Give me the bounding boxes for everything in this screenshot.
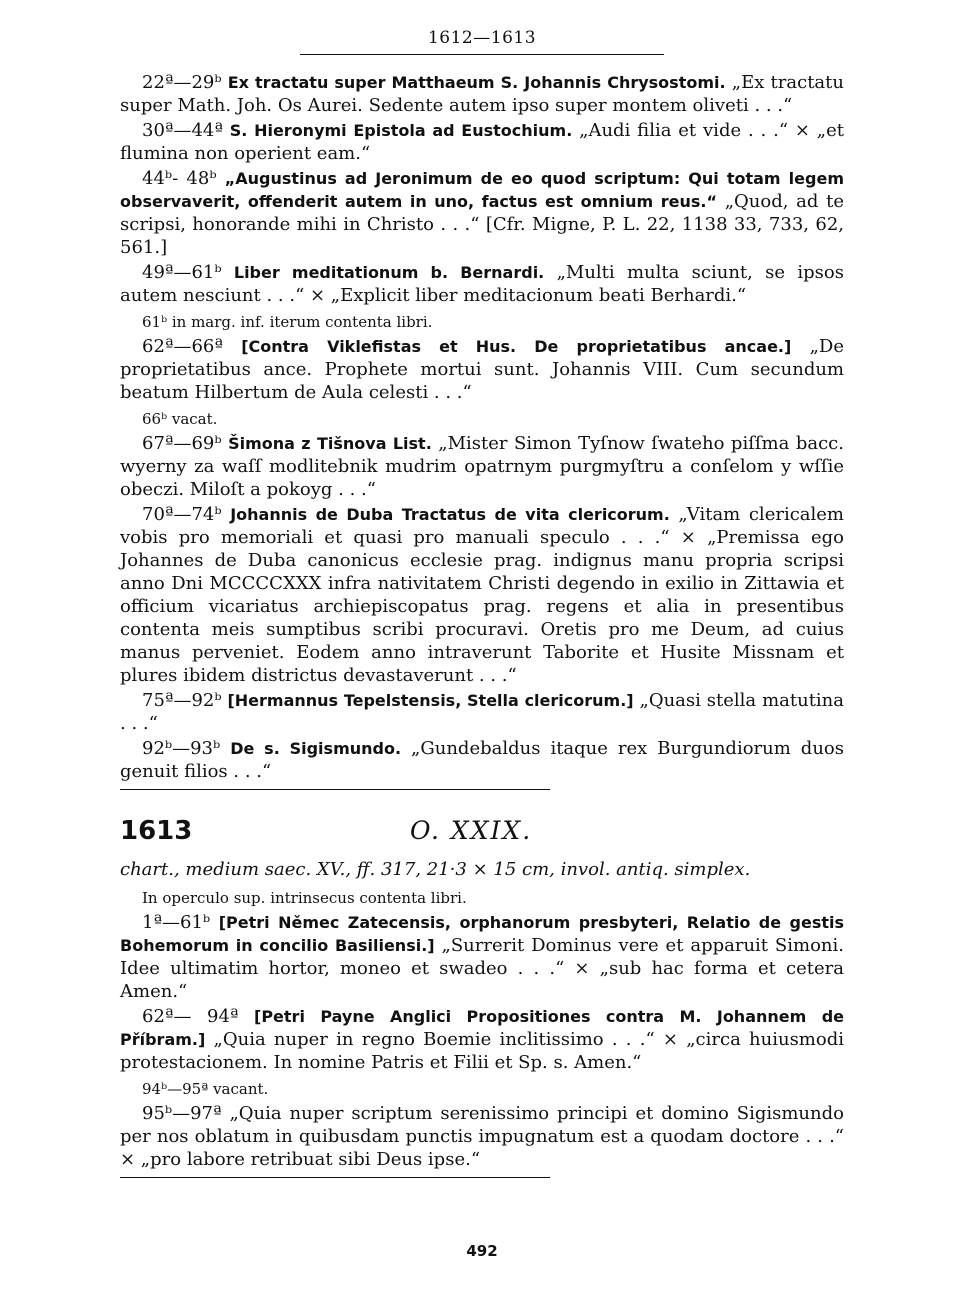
entry-title: [Petri Payne Anglici Propositiones contra M. Johannem de Příbram.] xyxy=(120,1007,844,1049)
entry-title: [Hermannus Tepelstensis, Stella clericorum.] xyxy=(227,691,634,710)
content-entry xyxy=(120,71,844,117)
codex-note: In operculo sup. intrinsecus contenta libri. xyxy=(142,889,467,907)
running-head: 1612—1613 xyxy=(300,28,664,55)
entry-title: [Contra Viklefistas et Hus. De proprietatibus ancae.] xyxy=(241,337,792,356)
folio-range: 95ᵇ—97ª xyxy=(142,1103,222,1124)
content-entry xyxy=(120,119,844,165)
entry-note: 66ᵇ vacat. xyxy=(142,410,218,428)
folio-range: 67ª—69ᵇ xyxy=(142,433,222,454)
content-entry xyxy=(120,689,844,735)
entries-1612 xyxy=(120,71,844,783)
content-entry xyxy=(120,1102,844,1171)
content-entry xyxy=(120,503,844,687)
content-entry xyxy=(120,1005,844,1074)
entry-text: „De proprietatibus ance. Prophete mortui sunt. Johannis VIII. Cum secundum beatum Hilbertum de Aula celesti . . .“ xyxy=(120,336,844,403)
entry-text: „Quia nuper in regno Boemie inclitissimo . . .“ × „circa huiusmodi protestacionem. In nomine Patris et Filii et Sp. s. Amen.“ xyxy=(120,1029,844,1073)
content-entry xyxy=(120,432,844,501)
entry-title: Liber meditationum b. Bernardi. xyxy=(233,263,545,282)
section-rule xyxy=(120,789,550,790)
codex-signature: O. XXIX. xyxy=(410,816,533,845)
entry-text: „Vitam clericalem vobis pro memoriali et quasi pro manuali speculo . . .“ × „Premissa ego Johannes de Duba canonicus ecclesie prag. indignus manu propria scripsi anno Dni MCCCCXXX infra nativitatem Christi degendo in exilio in Zittawia et officium vicariatus archiepiscopatus prag. regens et alia in presentibus contenta meis sumptibus scribi procuravi. Oretis pro me Deum, ad cuius manus perveniet. Eodem anno intraverunt Taborite et Husite Missnam et plures ibidem districtus devastaverunt . . .“ xyxy=(120,504,844,686)
entry-title: De s. Sigismundo. xyxy=(230,739,402,758)
content-entry xyxy=(120,335,844,404)
codex-number: 1613 xyxy=(120,816,193,846)
content-entry xyxy=(120,911,844,1003)
entry-title: Ex tractatu super Matthaeum S. Johannis Chrysostomi. xyxy=(227,73,726,92)
entry-title: Johannis de Duba Tractatus de vita clericorum. xyxy=(230,505,670,524)
content-entry xyxy=(120,261,844,307)
folio-range: 44ᵇ- 48ᵇ xyxy=(142,168,217,189)
folio-range: 1ª—61ᵇ xyxy=(142,912,211,933)
entries-1613 xyxy=(120,911,844,1171)
codex-heading xyxy=(120,816,844,846)
folio-range: 22ª—29ᵇ xyxy=(142,72,222,93)
folio-range: 49ª—61ᵇ xyxy=(142,262,222,283)
entry-title: „Augustinus ad Jeronimum de eo quod scriptum: Qui totam legem observaverit, offenderit autem in uno, factus est omnium reus.“ xyxy=(120,169,844,211)
entry-title: [Petri Němec Zatecensis, orphanorum presbyteri, Relatio de gestis Bohemorum in concilio Basiliensi.] xyxy=(120,913,845,955)
entry-note: 94ᵇ—95ª vacant. xyxy=(142,1080,269,1098)
entry-text: „Surrerit Dominus vere et apparuit Simoni. Idee ultimatim hortor, moneo et swadeo . . .“ × „sub hac forma et cetera Amen.“ xyxy=(120,935,844,1002)
entry-text: „Ex tractatu super Math. Joh. Os Aurei. Sedente autem ipso super montem oliveti . . .“ xyxy=(120,72,844,116)
codex-description: chart., medium saec. XV., ff. 317, 21·3 × 15 cm, invol. antiq. simplex. xyxy=(120,859,751,880)
entry-text: „Audi filia et vide . . .“ × „et flumina non operient eam.“ xyxy=(120,120,845,164)
end-rule xyxy=(120,1177,550,1178)
entry-text: „Quasi stella matutina . . .“ xyxy=(120,690,845,734)
page xyxy=(120,28,844,1268)
folio-range: 62ª— 94ª xyxy=(142,1006,239,1027)
folio-range: 75ª—92ᵇ xyxy=(142,690,222,711)
content-entry xyxy=(120,737,844,783)
page-number: 492 xyxy=(466,1242,498,1260)
entry-text: „Multi multa sciunt, se ipsos autem nesciunt . . .“ × „Explicit liber meditacionum beati Berhardi.“ xyxy=(120,262,844,306)
content-entry xyxy=(120,167,844,259)
entry-text: „Quia nuper scriptum serenissimo principi et domino Sigismundo per nos oblatum in quibusdam punctis impugnatum est a quodam doctore . . .“ × „pro labore retribuat sibi Deus ipse.“ xyxy=(120,1103,844,1170)
entry-note: 61ᵇ in marg. inf. iterum contenta libri. xyxy=(142,313,433,331)
folio-range: 70ª—74ᵇ xyxy=(142,504,222,525)
folio-range: 62ª—66ª xyxy=(142,336,223,357)
entry-text: „Mister Simon Tyſnow ſwateho piſſma bacc. wyerny za waſſ modlitebnik mudrim opatrnym purgmyſtru a conſelom y wſſie obeczi. Miloſt a pokoyg . . .“ xyxy=(120,433,844,500)
entry-text: „Quod, ad te scripsi, honorande mihi in Christo . . .“ [Cfr. Migne, P. L. 22, 1138 33, 733, 62, 561.] xyxy=(120,191,845,258)
folio-range: 30ª—44ª xyxy=(142,120,223,141)
folio-range: 92ᵇ—93ᵇ xyxy=(142,738,221,759)
entry-text: „Gundebaldus itaque rex Burgundiorum duos genuit filios . . .“ xyxy=(120,738,844,782)
entry-title: S. Hieronymi Epistola ad Eustochium. xyxy=(229,121,573,140)
entry-title: Šimona z Tišnova List. xyxy=(228,434,432,453)
